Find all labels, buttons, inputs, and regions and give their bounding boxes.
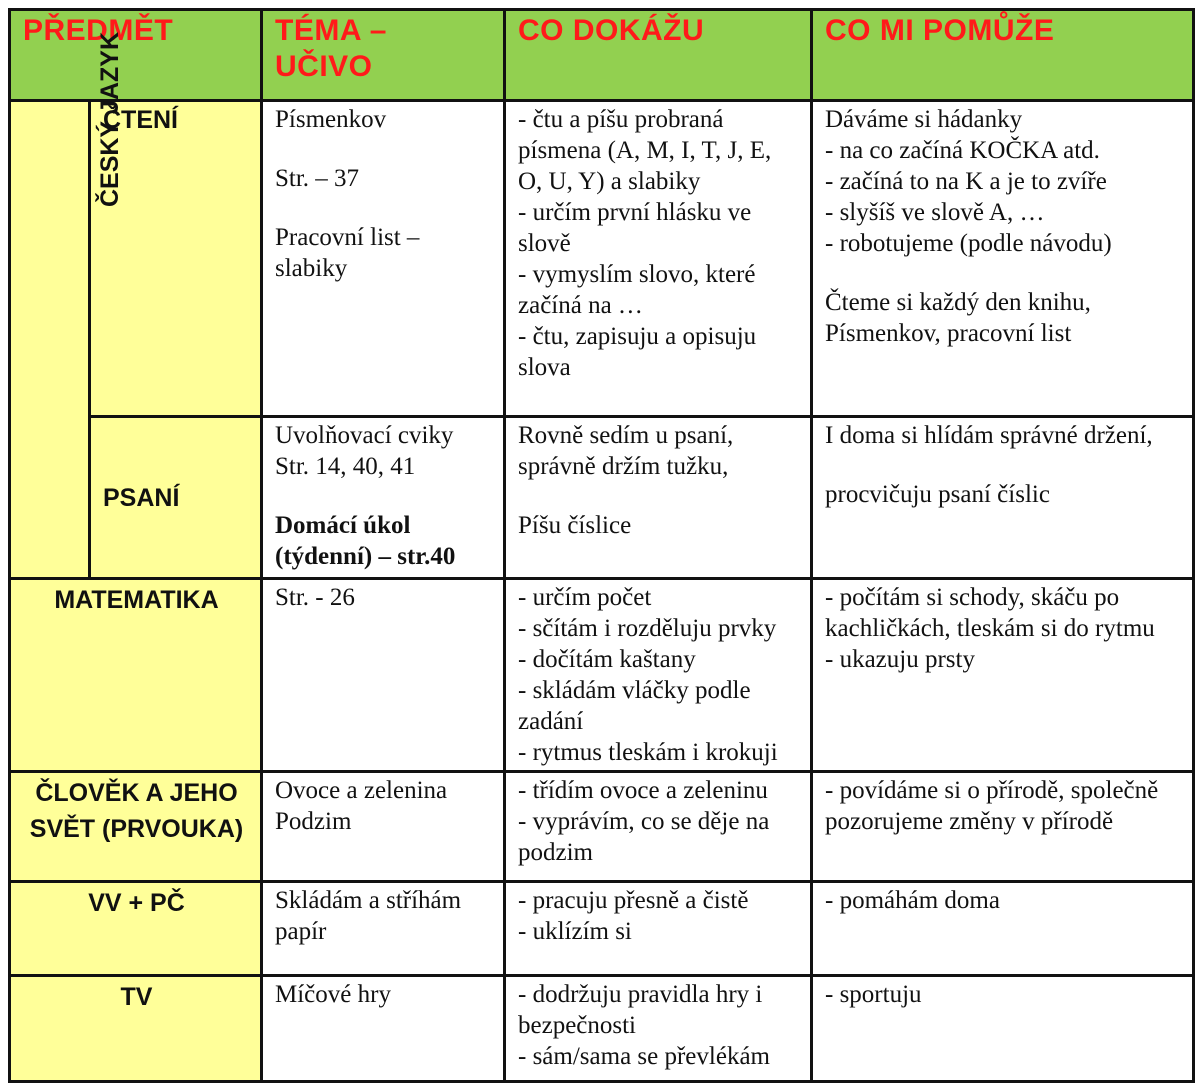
cteni-tema [262,101,505,417]
row-tv [10,976,1194,1082]
subject-matematika: MATEMATIKA [10,579,262,772]
cteni-pomuze-5: - robotujeme (podle návodu) [825,230,1112,257]
vv-pc-dokazu-2: - uklízím si [518,918,632,945]
psani-tema-1: Uvolňovací cviky [275,422,454,449]
cteni-dokazu-4: - čtu, zapisuju a opisuju slova [518,323,763,381]
tv-pomuze-1: - sportuju [825,981,922,1008]
matematika-dokazu-3: - dočítám kaštany [518,646,696,673]
row-matematika [10,579,1194,772]
row-prvouka [10,772,1194,882]
tv-tema-1: Míčové hry [275,981,391,1008]
cteni-pomuze-1: Dáváme si hádanky [825,106,1023,133]
tv-dokazu [505,976,812,1082]
tv-pomuze [812,976,1194,1082]
tv-dokazu-2: - sám/sama se převlékám [518,1043,770,1070]
cteni-pomuze [812,101,1194,417]
prvouka-tema-2: Podzim [275,808,352,835]
prvouka-tema [262,772,505,882]
subject-tv: TV [10,976,262,1082]
subject-cesky-jazyk [10,31,125,579]
matematika-pomuze-2: - ukazuju prsty [825,646,975,673]
matematika-tema-1: Str. - 26 [275,584,355,611]
matematika-pomuze-1: - počítám si schody, skáču po kachličkách, tleskám si do rytmu [825,584,1155,642]
cteni-pomuze-2: - na co začíná KOČKA atd. [825,137,1100,164]
vv-pc-tema-1: Skládám a stříhám papír [275,887,468,945]
matematika-dokazu-5: - rytmus tleskám i krokuji [518,739,778,766]
psani-dokazu-1: Rovně sedím u psaní, správně držím tužku, [518,422,740,480]
row-vv-pc [10,882,1194,976]
prvouka-dokazu [505,772,812,882]
tv-dokazu-1: - dodržuju pravidla hry i bezpečnosti [518,981,769,1039]
prvouka-pomuze [812,772,1194,882]
header-predmet: PŘEDMĚT [10,10,262,101]
psani-domaci-ukol: Domácí úkol (týdenní) – str.40 [275,512,456,570]
matematika-pomuze [812,579,1194,772]
vv-pc-dokazu [505,882,812,976]
header-row [10,10,1194,101]
psani-tema-2: Str. 14, 40, 41 [275,453,416,480]
prvouka-dokazu-2: - vyprávím, co se děje na podzim [518,808,776,866]
prvouka-tema-1: Ovoce a zelenina [275,777,448,804]
matematika-tema [262,579,505,772]
header-tema: TÉMA – UČIVO [262,10,505,101]
subject-cesky-jazyk-label: ČESKÝ JAZYK [96,31,125,208]
cteni-tema-3: Pracovní list – slabiky [275,224,426,282]
header-co-dokazu: CO DOKÁŽU [505,10,812,101]
psani-dokazu [505,417,812,579]
cteni-dokazu [505,101,812,417]
prvouka-dokazu-1: - třídím ovoce a zeleninu [518,777,768,804]
subject-vv-pc: VV + PČ [10,882,262,976]
subsubject-psani: PSANÍ [90,417,262,579]
matematika-dokazu [505,579,812,772]
vv-pc-pomuze-1: - pomáhám doma [825,887,1000,914]
psani-tema [262,417,505,579]
vv-pc-pomuze [812,882,1194,976]
subsubject-cteni: ČTENÍ [90,101,262,417]
cteni-dokazu-1: - čtu a píšu probraná písmena (A, M, I, T, J, E, O, U, Y) a slabiky [518,106,778,195]
subject-prvouka: ČLOVĚK A JEHO SVĚT (PRVOUKA) [10,772,262,882]
cteni-dokazu-2: - určím první hlásku ve slově [518,199,758,257]
vv-pc-tema [262,882,505,976]
psani-dokazu-2: Píšu číslice [518,512,632,539]
matematika-dokazu-1: - určím počet [518,584,652,611]
tv-tema [262,976,505,1082]
vv-pc-dokazu-1: - pracuju přesně a čistě [518,887,749,914]
cteni-tema-2: Str. – 37 [275,165,360,192]
cteni-pomuze-3: - začíná to na K a je to zvíře [825,168,1107,195]
matematika-dokazu-2: - sčítám i rozděluju prvky [518,615,777,642]
psani-pomuze-1: I doma si hlídám správné držení, [825,422,1153,449]
cteni-pomuze-4: - slyšíš ve slově A, … [825,199,1045,226]
row-cteni [10,101,1194,417]
cteni-dokazu-3: - vymyslím slovo, které začíná na … [518,261,762,319]
header-co-mi-pomuze: CO MI POMŮŽE [812,10,1194,101]
psani-pomuze-2: procvičuju psaní číslic [825,481,1050,508]
psani-pomuze [812,417,1194,579]
cteni-tema-1: Písmenkov [275,106,387,133]
matematika-dokazu-4: - skládám vláčky podle zadání [518,677,757,735]
row-psani [10,417,1194,579]
cteni-pomuze-6: Čteme si každý den knihu, Písmenkov, pracovní list [825,289,1098,347]
prvouka-pomuze-1: - povídáme si o přírodě, společně pozorujeme změny v přírodě [825,777,1165,835]
weekly-plan-table [8,8,1195,1083]
